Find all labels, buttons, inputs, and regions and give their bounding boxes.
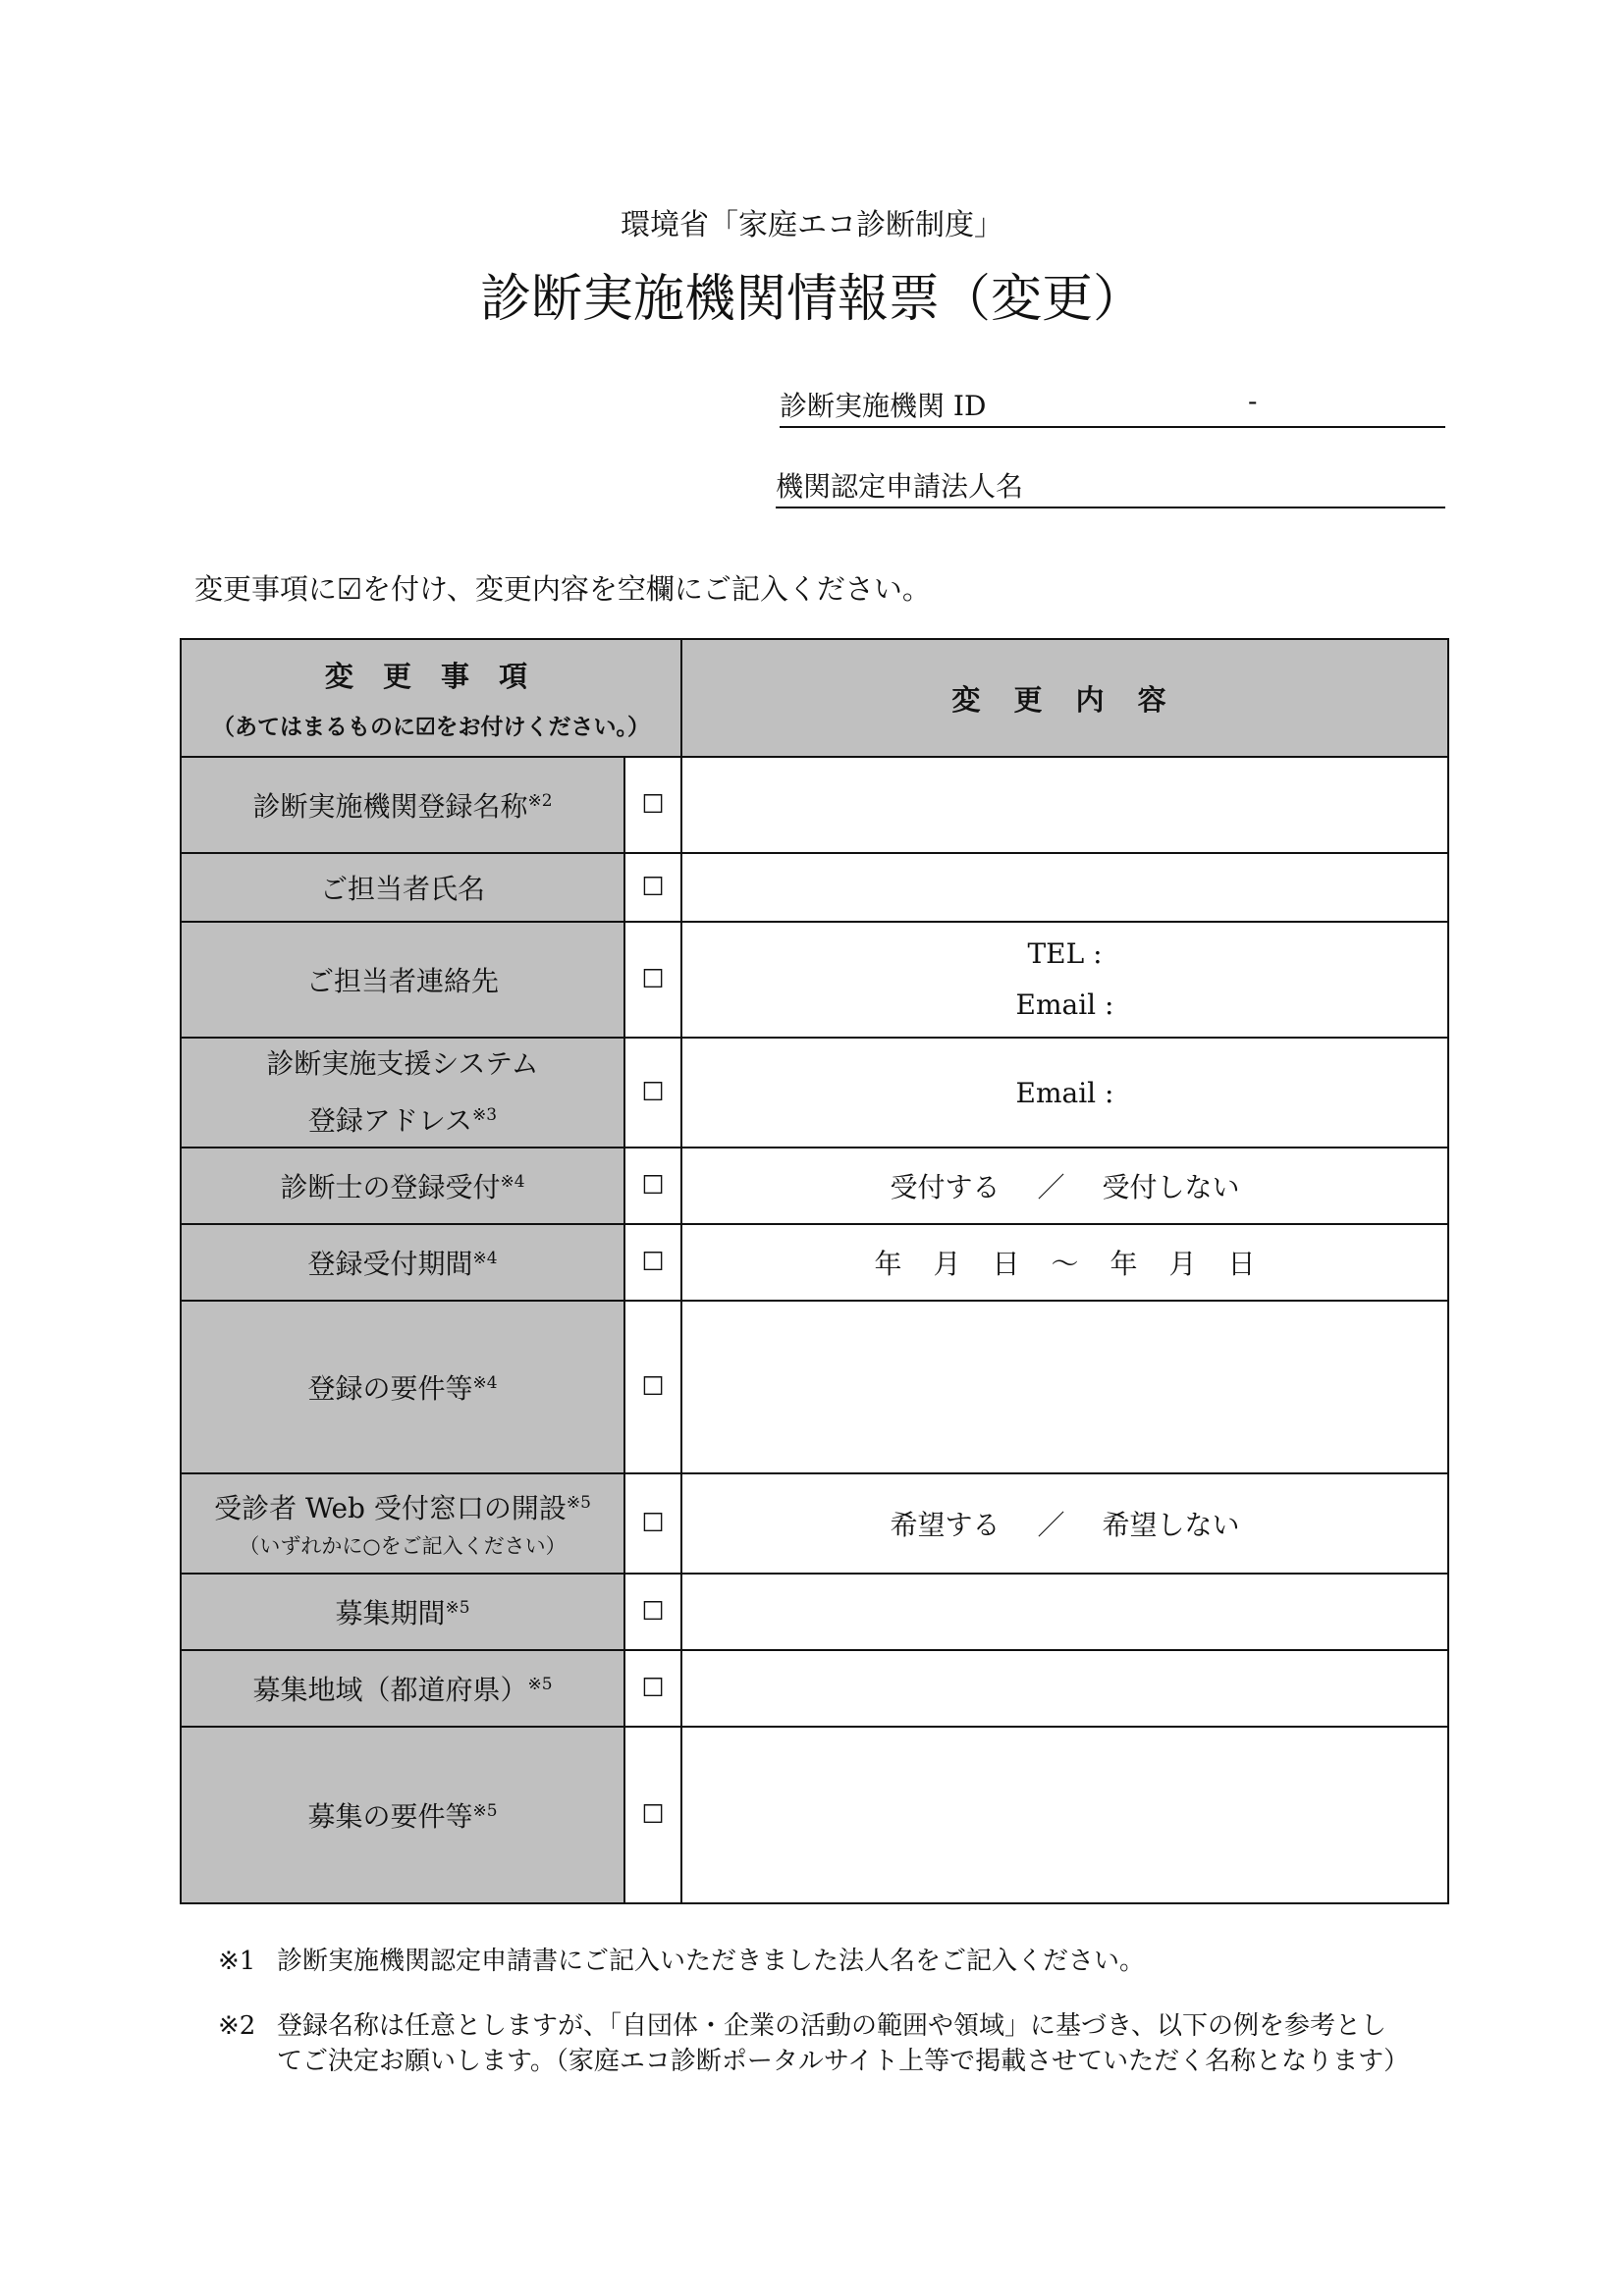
footnote-2 <box>218 2008 1409 2079</box>
row-label: 登録の要件等$^{※4}$ <box>181 1301 624 1473</box>
table-row <box>181 922 1448 1038</box>
table-header-row <box>181 639 1448 757</box>
table-row <box>181 757 1448 853</box>
org-id-separator: - <box>1248 385 1258 417</box>
footnote-mark: ※2 <box>218 2011 256 2041</box>
checkbox[interactable]: ☐ <box>624 1650 681 1727</box>
footnote-text: 登録名称は任意としますが、「自団体・企業の活動の範囲や領域」に基づき、以下の例を参考とし <box>277 2011 1386 2041</box>
table-row <box>181 1727 1448 1903</box>
checkbox[interactable]: ☐ <box>624 853 681 922</box>
row-label: ご担当者連絡先 <box>181 922 624 1038</box>
table-row <box>181 1574 1448 1650</box>
option-reject[interactable]: 受付しない <box>1102 1171 1240 1203</box>
row-label: 診断実施支援システム 登録アドレス$^{※3}$ <box>181 1038 624 1148</box>
row-label: 受診者 Web 受付窓口の開設$^{※5}$ （いずれかに○をご記入ください） <box>181 1473 624 1574</box>
instruction-text: 変更事項に☑を付け、変更内容を空欄にご記入ください。 <box>194 572 931 606</box>
change-content-cell[interactable] <box>681 1148 1448 1224</box>
change-content-cell[interactable] <box>681 1574 1448 1650</box>
option-no-wish[interactable]: 希望しない <box>1102 1509 1240 1541</box>
checkbox[interactable]: ☐ <box>624 1727 681 1903</box>
row-label: 募集地域（都道府県）$^{※5}$ <box>181 1650 624 1727</box>
change-content-header-title: 変 更 内 容 <box>951 682 1178 717</box>
change-form-table <box>180 638 1449 1904</box>
checkbox[interactable]: ☐ <box>624 1301 681 1473</box>
form-subtitle: 環境省「家庭エコ診断制度」 <box>621 208 1003 242</box>
change-content-cell[interactable] <box>681 922 1448 1038</box>
change-content-cell[interactable] <box>681 1038 1448 1148</box>
change-content-cell[interactable]: 年 月 日 ～ 年 月 日 <box>681 1224 1448 1301</box>
row-note: （いずれかに○をご記入ください） <box>239 1534 567 1558</box>
checkbox[interactable]: ☐ <box>624 1224 681 1301</box>
org-id-label: 診断実施機関 ID <box>780 390 987 422</box>
row-label: 登録受付期間$^{※4}$ <box>181 1224 624 1301</box>
row-label: 募集の要件等$^{※5}$ <box>181 1727 624 1903</box>
checkbox[interactable]: ☐ <box>624 757 681 853</box>
checkbox[interactable]: ☐ <box>624 1148 681 1224</box>
option-accept[interactable]: 受付する <box>890 1171 1001 1203</box>
row-label: 診断実施機関登録名称$^{※2}$ <box>181 757 624 853</box>
change-item-header-note: （あてはまるものに☑をお付けください。） <box>211 714 651 740</box>
email-label: Email : <box>1015 1076 1114 1109</box>
change-content-cell[interactable] <box>681 1727 1448 1903</box>
checkbox[interactable]: ☐ <box>624 1574 681 1650</box>
change-content-cell[interactable] <box>681 1301 1448 1473</box>
form-title: 診断実施機関情報票（変更） <box>479 270 1144 329</box>
corp-name-field[interactable] <box>776 465 1445 508</box>
row-label: 診断士の登録受付$^{※4}$ <box>181 1148 624 1224</box>
checkbox[interactable]: ☐ <box>624 1473 681 1574</box>
footnote-text: 診断実施機関認定申請書にご記入いただきました法人名をご記入ください。 <box>277 1947 1146 1976</box>
footnote-mark: ※1 <box>218 1947 256 1976</box>
change-item-header <box>181 639 681 757</box>
table-row <box>181 1038 1448 1148</box>
checkbox[interactable]: ☐ <box>624 1038 681 1148</box>
org-id-field[interactable] <box>780 385 1445 428</box>
email-label: Email : <box>1015 988 1114 1021</box>
change-content-cell[interactable] <box>681 757 1448 853</box>
option-separator: ／ <box>1037 1171 1065 1203</box>
table-row <box>181 1148 1448 1224</box>
change-content-cell[interactable] <box>681 853 1448 922</box>
table-row <box>181 853 1448 922</box>
change-content-cell[interactable] <box>681 1473 1448 1574</box>
change-item-header-title: 変 更 事 項 <box>324 660 538 693</box>
table-row <box>181 1301 1448 1473</box>
corp-name-label: 機関認定申請法人名 <box>776 470 1024 503</box>
footnote-1 <box>218 1944 1145 1979</box>
footnote-text-continued: てご決定お願いします。（家庭エコ診断ポータルサイト上等で掲載させていただく名称となります） <box>277 2047 1410 2076</box>
table-row <box>181 1473 1448 1574</box>
option-separator: ／ <box>1037 1509 1065 1541</box>
change-content-header <box>681 639 1448 757</box>
table-row <box>181 1224 1448 1301</box>
change-content-cell[interactable] <box>681 1650 1448 1727</box>
table-row <box>181 1650 1448 1727</box>
checkbox[interactable]: ☐ <box>624 922 681 1038</box>
row-label: ご担当者氏名 <box>181 853 624 922</box>
tel-label: TEL : <box>1027 937 1103 970</box>
row-label: 募集期間$^{※5}$ <box>181 1574 624 1650</box>
option-wish[interactable]: 希望する <box>890 1509 1001 1541</box>
